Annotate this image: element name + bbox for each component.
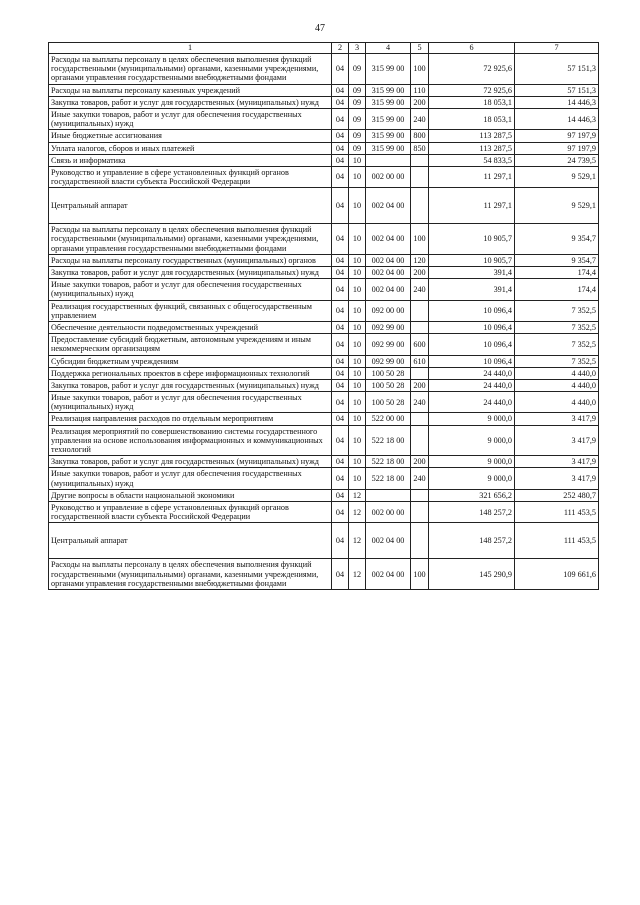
row-expense-type: 240: [411, 392, 429, 413]
row-section: 04: [332, 84, 349, 96]
row-expense-type: [411, 413, 429, 425]
table-row: [49, 154, 599, 166]
row-subsection: 12: [349, 559, 366, 590]
row-section: 04: [332, 334, 349, 355]
row-amount-plan: 24 440,0: [429, 367, 515, 379]
table-row: [49, 379, 599, 391]
row-name: Центральный аппарат: [49, 523, 332, 559]
row-amount-actual: 97 197,9: [515, 130, 599, 142]
row-section: 04: [332, 425, 349, 456]
table-row: [49, 559, 599, 590]
row-section: 04: [332, 166, 349, 187]
row-subsection: 10: [349, 379, 366, 391]
row-amount-actual: 9 354,7: [515, 224, 599, 255]
table-row: [49, 367, 599, 379]
row-subsection: 10: [349, 154, 366, 166]
row-section: 04: [332, 267, 349, 279]
row-amount-actual: 14 446,3: [515, 108, 599, 129]
header-col-1: 1: [49, 43, 332, 54]
row-amount-plan: 10 096,4: [429, 321, 515, 333]
row-name: Иные закупки товаров, работ и услуг для обеспечения государственных (муниципальных) нужд: [49, 468, 332, 489]
row-subsection: 10: [349, 188, 366, 224]
row-amount-actual: 3 417,9: [515, 456, 599, 468]
row-subsection: 10: [349, 456, 366, 468]
row-amount-actual: 24 739,5: [515, 154, 599, 166]
row-expense-type: 100: [411, 54, 429, 85]
row-name: Связь и информатика: [49, 154, 332, 166]
row-subsection: 10: [349, 224, 366, 255]
table-row: [49, 334, 599, 355]
row-expense-type: [411, 367, 429, 379]
table-row: [49, 108, 599, 129]
row-expense-type: 120: [411, 254, 429, 266]
row-target-article: 002 04 00: [366, 559, 411, 590]
row-section: 04: [332, 523, 349, 559]
row-amount-actual: 4 440,0: [515, 367, 599, 379]
row-amount-actual: 109 661,6: [515, 559, 599, 590]
row-section: 04: [332, 254, 349, 266]
row-amount-actual: 252 480,7: [515, 489, 599, 501]
row-amount-actual: 97 197,9: [515, 142, 599, 154]
row-target-article: 002 00 00: [366, 501, 411, 522]
row-amount-plan: 11 297,1: [429, 166, 515, 187]
row-amount-plan: 24 440,0: [429, 379, 515, 391]
row-target-article: 315 99 00: [366, 130, 411, 142]
row-target-article: 315 99 00: [366, 108, 411, 129]
row-amount-plan: 321 656,2: [429, 489, 515, 501]
table-row: [49, 188, 599, 224]
row-subsection: 10: [349, 468, 366, 489]
row-section: 04: [332, 468, 349, 489]
row-name: Закупка товаров, работ и услуг для государственных (муниципальных) нужд: [49, 267, 332, 279]
table-row: [49, 166, 599, 187]
row-expense-type: 100: [411, 559, 429, 590]
row-expense-type: 240: [411, 279, 429, 300]
row-expense-type: 200: [411, 267, 429, 279]
row-expense-type: [411, 154, 429, 166]
budget-table-body: [49, 54, 599, 590]
row-subsection: 10: [349, 413, 366, 425]
row-amount-actual: 7 352,5: [515, 321, 599, 333]
row-section: 04: [332, 413, 349, 425]
row-section: 04: [332, 456, 349, 468]
table-row: [49, 425, 599, 456]
row-target-article: 315 99 00: [366, 84, 411, 96]
row-name: Закупка товаров, работ и услуг для государственных (муниципальных) нужд: [49, 379, 332, 391]
header-col-4: 4: [366, 43, 411, 54]
row-amount-actual: 57 151,3: [515, 84, 599, 96]
row-target-article: 315 99 00: [366, 54, 411, 85]
row-expense-type: [411, 300, 429, 321]
row-expense-type: 850: [411, 142, 429, 154]
row-amount-actual: 4 440,0: [515, 392, 599, 413]
row-name: Расходы на выплаты персоналу государственных (муниципальных) органов: [49, 254, 332, 266]
row-subsection: 09: [349, 142, 366, 154]
row-amount-actual: 7 352,5: [515, 355, 599, 367]
row-section: 04: [332, 300, 349, 321]
row-amount-plan: 9 000,0: [429, 425, 515, 456]
row-amount-plan: 9 000,0: [429, 413, 515, 425]
row-amount-plan: 113 287,5: [429, 130, 515, 142]
row-expense-type: [411, 523, 429, 559]
row-subsection: 09: [349, 108, 366, 129]
row-amount-actual: 4 440,0: [515, 379, 599, 391]
row-expense-type: 800: [411, 130, 429, 142]
row-subsection: 10: [349, 425, 366, 456]
table-row: [49, 321, 599, 333]
row-expense-type: [411, 489, 429, 501]
table-row: [49, 267, 599, 279]
row-expense-type: [411, 166, 429, 187]
row-amount-actual: 3 417,9: [515, 468, 599, 489]
row-amount-plan: 10 096,4: [429, 300, 515, 321]
row-expense-type: 110: [411, 84, 429, 96]
table-row: [49, 355, 599, 367]
row-amount-actual: 7 352,5: [515, 334, 599, 355]
row-amount-actual: 174,4: [515, 267, 599, 279]
row-amount-plan: 24 440,0: [429, 392, 515, 413]
header-row: [49, 43, 599, 54]
row-expense-type: 100: [411, 224, 429, 255]
row-amount-actual: 3 417,9: [515, 413, 599, 425]
row-expense-type: 610: [411, 355, 429, 367]
budget-table: [48, 42, 599, 590]
table-row: [49, 413, 599, 425]
row-section: 04: [332, 501, 349, 522]
row-target-article: 092 99 00: [366, 321, 411, 333]
row-target-article: 315 99 00: [366, 96, 411, 108]
row-name: Обеспечение деятельности подведомственных учреждений: [49, 321, 332, 333]
row-target-article: 002 04 00: [366, 188, 411, 224]
row-subsection: 12: [349, 501, 366, 522]
row-subsection: 10: [349, 254, 366, 266]
table-row: [49, 300, 599, 321]
table-row: [49, 392, 599, 413]
row-target-article: 002 04 00: [366, 523, 411, 559]
row-expense-type: [411, 188, 429, 224]
row-expense-type: 200: [411, 456, 429, 468]
row-section: 04: [332, 279, 349, 300]
header-col-6: 6: [429, 43, 515, 54]
row-target-article: 100 50 28: [366, 367, 411, 379]
row-subsection: 09: [349, 84, 366, 96]
row-section: 04: [332, 355, 349, 367]
row-amount-plan: 72 925,6: [429, 54, 515, 85]
row-name: Поддержка региональных проектов в сфере информационных технологий: [49, 367, 332, 379]
row-section: 04: [332, 321, 349, 333]
row-amount-actual: 9 529,1: [515, 188, 599, 224]
row-expense-type: [411, 425, 429, 456]
row-expense-type: 240: [411, 468, 429, 489]
row-section: 04: [332, 108, 349, 129]
row-name: Субсидии бюджетным учреждениям: [49, 355, 332, 367]
row-amount-actual: 14 446,3: [515, 96, 599, 108]
row-name: Закупка товаров, работ и услуг для государственных (муниципальных) нужд: [49, 96, 332, 108]
row-section: 04: [332, 379, 349, 391]
row-name: Уплата налогов, сборов и иных платежей: [49, 142, 332, 154]
row-section: 04: [332, 188, 349, 224]
row-expense-type: [411, 501, 429, 522]
row-target-article: 100 50 28: [366, 392, 411, 413]
page-number: 47: [315, 23, 325, 34]
row-subsection: 10: [349, 355, 366, 367]
table-row: [49, 279, 599, 300]
row-name: Расходы на выплаты персоналу в целях обеспечения выполнения функций государственными (муниципальными) органами, казенными учреждениями, органами управления государственными внебюджетными фондами: [49, 559, 332, 590]
row-name: Другие вопросы в области национальной экономики: [49, 489, 332, 501]
header-col-5: 5: [411, 43, 429, 54]
header-col-2: 2: [332, 43, 349, 54]
row-amount-plan: 10 096,4: [429, 334, 515, 355]
row-amount-actual: 111 453,5: [515, 501, 599, 522]
row-section: 04: [332, 559, 349, 590]
row-name: Иные бюджетные ассигнования: [49, 130, 332, 142]
row-section: 04: [332, 489, 349, 501]
row-target-article: 100 50 28: [366, 379, 411, 391]
row-amount-plan: 9 000,0: [429, 456, 515, 468]
row-section: 04: [332, 367, 349, 379]
row-amount-plan: 113 287,5: [429, 142, 515, 154]
row-section: 04: [332, 224, 349, 255]
row-section: 04: [332, 96, 349, 108]
table-row: [49, 224, 599, 255]
row-amount-actual: 57 151,3: [515, 54, 599, 85]
table-row: [49, 254, 599, 266]
row-section: 04: [332, 154, 349, 166]
row-amount-actual: 7 352,5: [515, 300, 599, 321]
row-target-article: 002 04 00: [366, 224, 411, 255]
row-subsection: 10: [349, 279, 366, 300]
header-col-3: 3: [349, 43, 366, 54]
row-section: 04: [332, 392, 349, 413]
row-subsection: 10: [349, 321, 366, 333]
row-target-article: [366, 489, 411, 501]
row-amount-plan: 18 053,1: [429, 96, 515, 108]
row-subsection: 09: [349, 96, 366, 108]
row-expense-type: 200: [411, 379, 429, 391]
table-row: [49, 130, 599, 142]
row-amount-plan: 11 297,1: [429, 188, 515, 224]
row-amount-plan: 72 925,6: [429, 84, 515, 96]
row-amount-plan: 148 257,2: [429, 501, 515, 522]
row-subsection: 12: [349, 489, 366, 501]
row-name: Закупка товаров, работ и услуг для государственных (муниципальных) нужд: [49, 456, 332, 468]
row-expense-type: 240: [411, 108, 429, 129]
table-row: [49, 456, 599, 468]
row-subsection: 10: [349, 267, 366, 279]
table-row: [49, 96, 599, 108]
row-amount-plan: 391,4: [429, 279, 515, 300]
row-target-article: 522 00 00: [366, 413, 411, 425]
row-amount-actual: 9 529,1: [515, 166, 599, 187]
row-amount-actual: 3 417,9: [515, 425, 599, 456]
row-name: Предоставление субсидий бюджетным, автономным учреждениям и иным некоммерческим организациям: [49, 334, 332, 355]
row-amount-plan: 10 096,4: [429, 355, 515, 367]
row-target-article: 522 18 00: [366, 425, 411, 456]
row-subsection: 10: [349, 367, 366, 379]
row-name: Центральный аппарат: [49, 188, 332, 224]
row-target-article: 522 18 00: [366, 468, 411, 489]
row-amount-plan: 148 257,2: [429, 523, 515, 559]
row-target-article: 315 99 00: [366, 142, 411, 154]
row-name: Реализация направления расходов по отдельным мероприятиям: [49, 413, 332, 425]
row-amount-actual: 174,4: [515, 279, 599, 300]
row-name: Иные закупки товаров, работ и услуг для обеспечения государственных (муниципальных) нужд: [49, 279, 332, 300]
table-row: [49, 84, 599, 96]
header-col-7: 7: [515, 43, 599, 54]
row-target-article: 002 04 00: [366, 254, 411, 266]
row-subsection: 10: [349, 392, 366, 413]
row-name: Иные закупки товаров, работ и услуг для обеспечения государственных (муниципальных) нужд: [49, 108, 332, 129]
row-subsection: 10: [349, 300, 366, 321]
row-target-article: 092 99 00: [366, 334, 411, 355]
row-subsection: 09: [349, 130, 366, 142]
row-section: 04: [332, 54, 349, 85]
row-section: 04: [332, 142, 349, 154]
row-target-article: [366, 154, 411, 166]
row-name: Расходы на выплаты персоналу в целях обеспечения выполнения функций государственными (муниципальными) органами, казенными учреждениями, органами управления государственными внебюджетными фондами: [49, 54, 332, 85]
row-expense-type: 200: [411, 96, 429, 108]
table-row: [49, 489, 599, 501]
row-name: Руководство и управление в сфере установленных функций органов государственной власти субъекта Российской Федерации: [49, 166, 332, 187]
row-name: Расходы на выплаты персоналу казенных учреждений: [49, 84, 332, 96]
table-row: [49, 523, 599, 559]
row-target-article: 092 99 00: [366, 355, 411, 367]
row-amount-plan: 18 053,1: [429, 108, 515, 129]
row-amount-plan: 54 833,5: [429, 154, 515, 166]
row-target-article: 002 00 00: [366, 166, 411, 187]
row-subsection: 10: [349, 334, 366, 355]
row-amount-plan: 145 290,9: [429, 559, 515, 590]
row-target-article: 002 04 00: [366, 279, 411, 300]
row-amount-actual: 111 453,5: [515, 523, 599, 559]
table-row: [49, 142, 599, 154]
row-section: 04: [332, 130, 349, 142]
row-target-article: 092 00 00: [366, 300, 411, 321]
row-name: Руководство и управление в сфере установленных функций органов государственной власти субъекта Российской Федерации: [49, 501, 332, 522]
row-subsection: 09: [349, 54, 366, 85]
row-amount-plan: 9 000,0: [429, 468, 515, 489]
row-amount-plan: 391,4: [429, 267, 515, 279]
row-name: Реализация государственных функций, связанных с общегосударственным управлением: [49, 300, 332, 321]
row-name: Иные закупки товаров, работ и услуг для обеспечения государственных (муниципальных) нужд: [49, 392, 332, 413]
row-target-article: 002 04 00: [366, 267, 411, 279]
row-subsection: 12: [349, 523, 366, 559]
row-name: Реализация мероприятий по совершенствованию системы государственного управления на основе использования информационных и коммуникационных технологий: [49, 425, 332, 456]
row-target-article: 522 18 00: [366, 456, 411, 468]
table-row: [49, 501, 599, 522]
row-subsection: 10: [349, 166, 366, 187]
table-row: [49, 54, 599, 85]
row-expense-type: [411, 321, 429, 333]
row-name: Расходы на выплаты персоналу в целях обеспечения выполнения функций государственными (муниципальными) органами, казенными учреждениями, органами управления государственными внебюджетными фондами: [49, 224, 332, 255]
row-amount-actual: 9 354,7: [515, 254, 599, 266]
row-amount-plan: 10 905,7: [429, 254, 515, 266]
row-expense-type: 600: [411, 334, 429, 355]
table-row: [49, 468, 599, 489]
row-amount-plan: 10 905,7: [429, 224, 515, 255]
